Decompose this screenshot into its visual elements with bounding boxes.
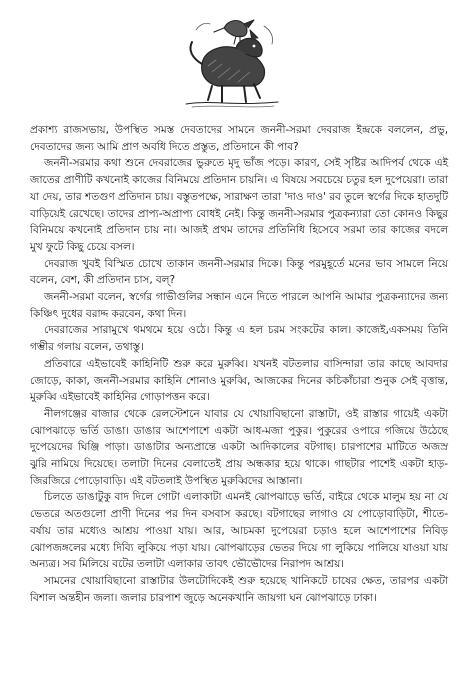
story-text bbox=[30, 122, 448, 606]
paragraph: চিলতে ডাঙাটুকু বাদ দিলে গোটা এলাকাটা এমনই ঝোপঝাড়ে ভর্তি, বাইরে থেকে মালুম হয় না যে ভেতরে অতগুলো প্রাণী দিনের পর দিন বসবাস করছে। বটগাছের লাগাও যে পোড়োবাড়িটা, শীতে-বর্ষায় তার মধ্যেও আশ্রয় পাওয়া যায়। আর, আচমকা দুপেয়েরা চড়াও হলে আশেপাশের নিবিড় ঝোপজঙ্গলের মধ্যে দিব্যি লুকিয়ে পড়া যায়। ঝোপঝাড়ের ভেতর দিয়ে গা লুকিয়ে পালিয়ে যাওয়া যায় অন্যত্র। সব মিলিয়ে বটের তলাটা এলাকার তাবৎ ভৌভৌদের নিরাপদ আশ্রয়। bbox=[30, 491, 448, 571]
paragraph: নীলগঞ্জের বাজার থেকে রেলস্টেশনে যাবার যে খোয়াবিছানো রাস্তাটা, ওই রাস্তার গায়েই একটা ঝোপঝাড়ে ভর্তি ডাঙা। ডাঙার আশেপাশে একটা আধ-মজা পুকুর। পুকুরের ওপারে গজিয়ে উঠেছে দুপেয়েদের ঘিঞ্জি পাড়া। ডাঙাটার অন্যপ্রান্তে একটা আদিকালের বটগাছ। চারপাশের মাটিতে অজস্র ঝুরি নামিয়ে দিয়েছে। তলাটা দিনের বেলাতেই প্রায় অন্ধকার হয়ে থাকে। গাছটার পাশেই একটা হাড়-জিরজিরে পোড়োবাড়ি। এই বটতলাই উপস্থিত মুরুব্বিদের আস্তানা। bbox=[30, 407, 448, 487]
dog-and-bird-illustration-icon bbox=[178, 6, 288, 110]
paragraph: প্রতিবারে এইভাবেই কাহিনিটি শুরু করে মুরুব্বি। যখনই বটতলার বাসিন্দারা তার কাছে আবদার জোড়ে, কাকা, জননী-সরমার কাহিনি শোনাও মুরুব্বি, আজকের দিনের কচিকাঁচারা শুনুক সেই বৃত্তান্ত, মুরুব্বি এইভাবেই কাহিনির গোড়াপত্তন করে। bbox=[30, 357, 448, 404]
paragraph: দেবরাজের সারামুখে থমথমে হয়ে ওঠে। কিন্তু এ হল চরম সংকটের কাল। কাজেই,একসময় তিনি গম্ভীর গলায় বলেন, তথাস্তু। bbox=[30, 324, 448, 354]
paragraph: জননী-সরমা বলেন, স্বর্গের গাভীগুলির সন্ধান এনে দিতে পারলে আপনি আমার পুত্রকন্যাদের জন্য কিঞ্চিৎ দুধের বরাদ্দ করবেন, কথা দিন। bbox=[30, 291, 448, 320]
paragraph: সামনের খোয়াবিছানো রাস্তাটার উলটোদিকেই শুরু হয়েছে খানিকটে চাষের ক্ষেত, তারপর একটা বিশাল অন্তহীন জলা। জলার চারপাশ জুড়ে অনেকখানি জায়গা ঘন ঝোপঝাড়ে ঢাকা। bbox=[30, 574, 448, 604]
paragraph: জননী-সরমার কথা শুনে দেবরাজের ভুরুতে মৃদু ভাঁজ পড়ে। কারণ, সেই সৃষ্টির আদিপর্ব থেকে এই জাতের প্রাণীটি কখনোই কাজের বিনিময়ে প্রতিদান চায়নি। এ বিষয়ে সবচেয়ে চতুর হল দুপেয়েরা। তারা যা দেয়, তার শতগুণ প্রতিদান চায়। বস্তুতপক্ষে, সারাক্ষণ তারা 'দাও দাও' রব তুলে স্বর্গের দিকে হাতদুটি বাড়িয়েই রেখেছে। তাদের প্রাপ্য-অপ্রাপ্য বোধই নেই। কিন্তু জননী-সরমার পুত্রকন্যারা তো কোনও কিছুর বিনিময়ে কখনোই প্রতিদান চায় না। আজই প্রথম তাদের প্রতিনিধি হিসেবে সরমা তার কাজের বদলে মুখ ফুটে কিছু চেয়ে বসল। bbox=[30, 157, 448, 253]
paragraph: প্রকাশ্য রাজসভায়, উপস্থিত সমস্ত দেবতাদের সামনে জননী-সরমা দেবরাজ ইন্দ্রকে বললেন, প্রভু, দেবতাদের জন্য আমি প্রাণ অবধি দিতে প্রস্তুত, প্রতিদানে কী পাব? bbox=[30, 124, 448, 153]
paragraph: দেবরাজ খুবই বিস্মিত চোখে তাকান জননী-সরমার দিকে। কিন্তু পরমুহূর্তে মনের ভাব সামলে নিয়ে বলেন, বেশ, কী প্রতিদান চাস, বল্‌? bbox=[30, 257, 448, 287]
